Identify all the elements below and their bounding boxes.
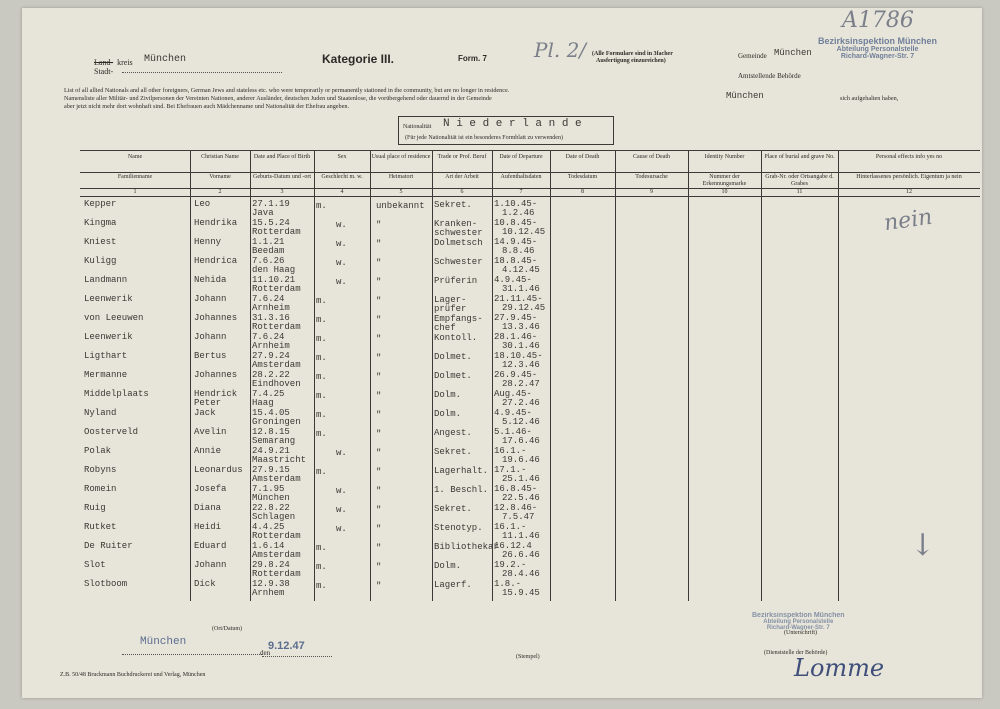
cell-birth-date: 7.6.24 [252, 294, 285, 304]
footer-date-underline [262, 656, 332, 657]
cell-surname: Kniest [84, 237, 117, 247]
cell-sex: m. [316, 429, 327, 439]
cell-stay-to: 25.1.46 [502, 474, 540, 484]
nationality-box [398, 116, 614, 145]
stamp-line1: Bezirksinspektion München [818, 36, 938, 46]
table-row [80, 237, 980, 256]
intro-line2-value: München [726, 91, 764, 101]
cell-stay-from: 4.9.45- [494, 408, 532, 418]
cell-birth-place: Arnheim [252, 303, 290, 313]
cell-firstname: Bertus [194, 351, 227, 361]
column-header-top: Identity Number [704, 154, 745, 160]
table-row [80, 389, 980, 408]
cell-occupation: Dolmetsch [434, 238, 483, 248]
intro-line2-end: sich aufgehalten haben, [840, 95, 899, 102]
cell-residence: " [376, 315, 382, 325]
cell-birth-date: 31.3.16 [252, 313, 290, 323]
cell-birth-place: Haag [252, 398, 274, 408]
cell-firstname: Henny [194, 237, 222, 247]
cell-firstname: Johann [194, 332, 227, 342]
cell-residence: " [376, 429, 382, 439]
cell-stay-from: 26.9.45- [494, 370, 538, 380]
cell-stay-from: Aug.45- [494, 389, 532, 399]
footer-place: München [140, 636, 187, 648]
cell-occupation: Schwester [434, 257, 483, 267]
cell-surname: Robyns [84, 465, 117, 475]
cell-occupation: Kranken- [434, 219, 478, 229]
table-row [80, 503, 980, 522]
table-row [80, 351, 980, 370]
cell-residence: " [376, 562, 382, 572]
cell-sex: w. [336, 239, 347, 249]
cell-sex: m. [316, 562, 327, 572]
cell-occupation: Dolm. [434, 409, 462, 419]
cell-stay-to: 12.3.46 [502, 360, 540, 370]
cell-surname: Leenwerik [84, 332, 133, 342]
cell-occupation-2: schwester [434, 228, 483, 238]
column-number: 5 [399, 189, 403, 195]
table-row [80, 560, 980, 579]
nationality-label: Nationalität [403, 124, 432, 130]
column-header-bottom: Geburts-Datum und -ort [253, 174, 311, 180]
column-number: 1 [133, 189, 137, 195]
table-row [80, 465, 980, 484]
column-header-bottom: Heimatort [388, 174, 414, 180]
column-header-top: Personal effects info yes no [875, 154, 943, 160]
cell-residence: " [376, 220, 382, 230]
cell-sex: m. [316, 467, 327, 477]
table-rule [80, 150, 980, 151]
cell-sex: w. [336, 448, 347, 458]
cell-sex: w. [336, 505, 347, 515]
nationality-sub: (Für jede Nationalität ist ein besonderes Formblatt zu verwenden) [405, 135, 563, 141]
cell-birth-date: 1.6.14 [252, 541, 285, 551]
column-header-bottom: Hinterlassenes persönlich. Eigentum ja nein [856, 174, 962, 180]
cell-sex: m. [316, 543, 327, 553]
cell-birth-place: Beedam [252, 246, 285, 256]
gemeinde-label: Gemeinde [738, 52, 767, 60]
cell-occupation: Lagerf. [434, 580, 472, 590]
column-header-bottom: Vorname [209, 174, 231, 180]
cell-birth-place: München [252, 493, 290, 503]
cell-surname: Middelplaats [84, 389, 149, 399]
cell-birth-place: Eindhoven [252, 379, 301, 389]
cell-stay-from: 18.8.45- [494, 256, 538, 266]
cell-residence: " [376, 448, 382, 458]
cell-firstname: Johannes [194, 370, 238, 380]
cell-residence: " [376, 391, 382, 401]
cell-birth-date: 7.1.95 [252, 484, 285, 494]
ort-label: (Ort/Datum) [212, 626, 242, 632]
column-header-top: Cause of Death [633, 154, 670, 160]
cell-stay-from: 19.2.- [494, 560, 527, 570]
cell-surname: Kuligg [84, 256, 117, 266]
cell-stay-from: 16.1.- [494, 522, 527, 532]
cell-firstname: Heidi [194, 522, 222, 532]
cell-stay-from: 16.8.45- [494, 484, 538, 494]
cell-stay-to: 28.4.46 [502, 569, 540, 579]
cell-firstname: Hendrica [194, 256, 238, 266]
cell-sex: m. [316, 372, 327, 382]
cell-birth-date: 15.4.05 [252, 408, 290, 418]
cell-residence: " [376, 505, 382, 515]
cell-residence: " [376, 296, 382, 306]
signature-label: (Unterschrift) [784, 630, 817, 636]
cell-occupation: Sekret. [434, 200, 472, 210]
cell-occupation: Lager- [434, 295, 467, 305]
cell-residence: " [376, 467, 382, 477]
note-line1: (Alle Formulare sind in 3facher [592, 51, 673, 57]
office-stamp [818, 36, 937, 60]
table-row [80, 541, 980, 560]
footer-place-underline [122, 654, 262, 655]
cell-birth-date: 27.9.24 [252, 351, 290, 361]
behoerde-footer-label: (Dienststelle der Behörde) [764, 650, 828, 656]
cell-firstname: Josefa [194, 484, 227, 494]
cell-stay-to: 8.8.46 [502, 246, 535, 256]
cell-birth-date: 12.9.38 [252, 579, 290, 589]
note-line2: Ausfertigung einzureichen) [596, 58, 666, 64]
stamp2-line1: Bezirksinspektion München [752, 612, 845, 619]
cell-birth-date: 15.5.24 [252, 218, 290, 228]
cell-surname: Leenwerik [84, 294, 133, 304]
cell-birth-place: Schlagen [252, 512, 296, 522]
cell-stay-from: 1.8.- [494, 579, 522, 589]
cell-occupation: Bibliothekar [434, 542, 499, 552]
table-row [80, 218, 980, 237]
gemeinde-value: München [774, 48, 812, 58]
table-row [80, 275, 980, 294]
cell-stay-to: 11.1.46 [502, 531, 540, 541]
cell-stay-to: 19.6.46 [502, 455, 540, 465]
column-header-top: Name [127, 154, 143, 160]
column-header-top: Trade or Prof. Beruf [437, 154, 487, 160]
column-header-bottom: Familienname [117, 174, 153, 180]
column-header-bottom: Todesursache [635, 174, 668, 180]
stamp-line2: Abteilung Personalstelle [836, 46, 919, 53]
form-sheet [22, 8, 982, 698]
cell-residence: unbekannt [376, 201, 425, 211]
cell-birth-place: den Haag [252, 265, 296, 275]
cell-firstname: Hendrick [194, 389, 238, 399]
cell-stay-to: 7.5.47 [502, 512, 535, 522]
cell-sex: m. [316, 201, 327, 211]
cell-stay-to: 31.1.46 [502, 284, 540, 294]
cell-stay-from: 21.11.45- [494, 294, 543, 304]
cell-occupation: Dolm. [434, 561, 462, 571]
cell-firstname: Jack [194, 408, 216, 418]
cell-surname: Polak [84, 446, 112, 456]
cell-residence: " [376, 334, 382, 344]
table-row [80, 256, 980, 275]
table-row [80, 199, 980, 218]
cell-stay-from: 5.1.46- [494, 427, 532, 437]
column-header-top: Date of Death [565, 154, 600, 160]
archive-number-pencil: A1786 [842, 8, 914, 33]
cell-firstname: Leonardus [194, 465, 243, 475]
cell-stay-to: 10.12.45 [502, 227, 546, 237]
table-row [80, 484, 980, 503]
cell-stay-from: 18.10.45- [494, 351, 543, 361]
cell-birth-date: 1.1.21 [252, 237, 285, 247]
cell-sex: m. [316, 353, 327, 363]
cell-sex: m. [316, 296, 327, 306]
column-number: 4 [340, 189, 344, 195]
landkreis-label: Land- kreis [94, 58, 133, 67]
cell-residence: " [376, 258, 382, 268]
table-row [80, 408, 980, 427]
cell-firstname: Leo [194, 199, 211, 209]
column-number: 7 [519, 189, 523, 195]
cell-sex: w. [336, 258, 347, 268]
cell-birth-place: Amsterdam [252, 360, 301, 370]
column-header-bottom: Geschlecht m. w. [321, 174, 363, 180]
stadt-label: Stadt- [94, 67, 114, 76]
stamp-line3: Richard-Wagner-Str. 7 [840, 53, 915, 60]
cell-sex: m. [316, 581, 327, 591]
column-header-top: Christian Name [201, 154, 239, 160]
column-number: 9 [650, 189, 653, 195]
cell-stay-from: 10.8.45- [494, 218, 538, 228]
pencil-note: Pl. 2/ [534, 38, 587, 62]
cell-birth-place: Amsterdam [252, 550, 301, 560]
table-rule [80, 196, 980, 197]
table-row [80, 579, 980, 598]
cell-birth-date: 12.8.15 [252, 427, 290, 437]
cell-firstname: Johannes [194, 313, 238, 323]
cell-surname: Slotboom [84, 579, 128, 589]
cell-stay-to: 4.12.45 [502, 265, 540, 275]
table-row [80, 522, 980, 541]
column-header-top: Usual place of residence [371, 154, 431, 160]
margin-arrow-mark: ↓ [910, 528, 936, 563]
table-rule [80, 172, 980, 173]
cell-surname: Oosterveld [84, 427, 139, 437]
cell-surname: Landmann [84, 275, 128, 285]
table-row [80, 294, 980, 313]
cell-occupation: Sekret. [434, 504, 472, 514]
cell-occupation: Dolm. [434, 390, 462, 400]
cell-birth-date: 29.8.24 [252, 560, 290, 570]
table-row [80, 427, 980, 446]
cell-occupation: Empfangs- [434, 314, 483, 324]
cell-stay-to: 30.1.46 [502, 341, 540, 351]
landkreis-value: München [144, 54, 187, 65]
form-number: Form. 7 [458, 54, 487, 63]
table-row [80, 332, 980, 351]
cell-stay-to: 15.9.45 [502, 588, 540, 598]
cell-surname: Romein [84, 484, 117, 494]
cell-surname: Mermanne [84, 370, 128, 380]
column-header-top: Date of Departure [499, 154, 543, 160]
cell-birth-date: 28.2.22 [252, 370, 290, 380]
cell-sex: w. [336, 220, 347, 230]
cell-birth-place: Rotterdam [252, 531, 301, 541]
cell-surname: Slot [84, 560, 106, 570]
cell-surname: Ligthart [84, 351, 128, 361]
nationality-value: N i e d e r l a n d e [443, 118, 582, 130]
printer-imprint: Z.B. 50/48 Bruckmann Buchdruckerei und Verlag, München [60, 672, 206, 678]
cell-sex: m. [316, 315, 327, 325]
cell-stay-from: 27.9.45- [494, 313, 538, 323]
cell-birth-place: Rotterdam [252, 284, 301, 294]
cell-stay-to: 5.12.46 [502, 417, 540, 427]
handwritten-signature: Lomme [794, 654, 885, 682]
cell-occupation: Sekret. [434, 447, 472, 457]
column-header-top: Sex [337, 154, 347, 160]
cell-birth-date: 7.6.24 [252, 332, 285, 342]
behoerde-label: Amtstellende Behörde [738, 72, 801, 80]
cell-firstname-2: Peter [194, 398, 222, 408]
column-header-bottom: Aufenthaltsdaten [500, 174, 542, 180]
cell-surname: Kingma [84, 218, 117, 228]
cell-birth-date: 11.10.21 [252, 275, 296, 285]
margin-pencil-note: nein [882, 204, 934, 237]
cell-surname: Kepper [84, 199, 117, 209]
cell-sex: m. [316, 391, 327, 401]
cell-residence: " [376, 486, 382, 496]
cell-birth-place: Amsterdam [252, 474, 301, 484]
cell-stay-from: 16.1.- [494, 446, 527, 456]
stamp2-line3: Richard-Wagner-Str. 7 [766, 625, 830, 631]
cell-residence: " [376, 372, 382, 382]
cell-birth-place: Rotterdam [252, 227, 301, 237]
cell-residence: " [376, 277, 382, 287]
cell-residence: " [376, 410, 382, 420]
cell-firstname: Johann [194, 560, 227, 570]
cell-stay-to: 28.2.47 [502, 379, 540, 389]
column-header-bottom: Grab-Nr. oder Ortsangabe d. Grabes [765, 174, 834, 187]
column-header-bottom: Todesdatum [567, 174, 598, 180]
cell-birth-date: 22.8.22 [252, 503, 290, 513]
cell-occupation-2: chef [434, 323, 456, 333]
cell-occupation: Angest. [434, 428, 472, 438]
cell-firstname: Eduard [194, 541, 227, 551]
cell-occupation: Dolmet. [434, 371, 472, 381]
cell-stay-to: 27.2.46 [502, 398, 540, 408]
column-number: 8 [581, 189, 584, 195]
cell-surname: De Ruiter [84, 541, 133, 551]
cell-stay-to: 13.3.46 [502, 322, 540, 332]
cell-stay-from: 1.10.45- [494, 199, 538, 209]
column-header-top: Place of burial and grave No. [764, 154, 835, 160]
cell-occupation: Dolmet. [434, 352, 472, 362]
cell-stay-from: 12.8.46- [494, 503, 538, 513]
cell-birth-date: 4.4.25 [252, 522, 285, 532]
cell-birth-place: Maastricht [252, 455, 307, 465]
cell-firstname: Dick [194, 579, 216, 589]
stamp2-line2: Abteilung Personalstelle [763, 619, 834, 625]
cell-sex: m. [316, 334, 327, 344]
cell-firstname: Johann [194, 294, 227, 304]
cell-sex: w. [336, 486, 347, 496]
cell-sex: w. [336, 277, 347, 287]
cell-surname: Rutket [84, 522, 117, 532]
cell-stay-to: 22.5.46 [502, 493, 540, 503]
cell-stay-from: 14.9.45- [494, 237, 538, 247]
cell-stay-from: 16.12.4 [494, 541, 532, 551]
cell-firstname: Avelin [194, 427, 227, 437]
landkreis-underline [122, 72, 282, 73]
cell-occupation: Prüferin [434, 276, 478, 286]
page-title: Kategorie III. [322, 52, 395, 66]
intro-line1: List of all allied Nationals and all other foreigners, German Jews and stateless etc. who were temporarily or permanently stationed in the community, but are no longer in residence. [64, 87, 510, 94]
cell-occupation: Stenotyp. [434, 523, 483, 533]
cell-firstname: Nehida [194, 275, 227, 285]
cell-birth-place: Semarang [252, 436, 296, 446]
cell-birth-date: 24.9.21 [252, 446, 290, 456]
column-header-bottom: Nummer der Erkennungsmarke [702, 174, 747, 187]
cell-birth-date: 27.1.19 [252, 199, 290, 209]
intro-line2: Namensliste aller Militär- und Zivilpersonen der Vereinten Nationen, anderer Ausländer, deutschen Juden und Staatenlose, die vorübergehend oder dauernd in der Gemeinde [64, 95, 492, 102]
cell-surname: Nyland [84, 408, 117, 418]
cell-occupation-2: prüfer [434, 304, 467, 314]
intro-line3: aber jetzt nicht mehr dort wohnhaft sind. Bei Ehefrauen auch Mädchenname und Nationalität der Ehefrau angeben. [64, 103, 350, 110]
cell-occupation: Lagerhalt. [434, 466, 489, 476]
footer-date: 9.12.47 [268, 640, 305, 652]
cell-sex: w. [336, 524, 347, 534]
cell-residence: " [376, 581, 382, 591]
cell-surname: von Leeuwen [84, 313, 144, 323]
cell-birth-date: 7.6.26 [252, 256, 285, 266]
cell-sex: m. [316, 410, 327, 420]
footer-office-stamp [752, 612, 845, 631]
cell-stay-from: 28.1.46- [494, 332, 538, 342]
cell-firstname: Annie [194, 446, 222, 456]
cell-firstname: Hendrika [194, 218, 238, 228]
den-label: den [260, 649, 271, 657]
column-number: 12 [906, 189, 912, 195]
cell-birth-date: 27.9.15 [252, 465, 290, 475]
cell-stay-from: 17.1.- [494, 465, 527, 475]
cell-residence: " [376, 353, 382, 363]
table-row [80, 313, 980, 332]
cell-birth-place: Arnhem [252, 588, 285, 598]
table-row [80, 446, 980, 465]
cell-birth-place: Rotterdam [252, 322, 301, 332]
column-header-top: Date and Place of Birth [253, 154, 311, 160]
cell-stay-from: 4.9.45- [494, 275, 532, 285]
cell-birth-place: Java [252, 208, 274, 218]
column-header-bottom: Art der Arbeit [445, 174, 479, 180]
table-row [80, 370, 980, 389]
column-number: 11 [796, 189, 803, 195]
column-number: 6 [460, 189, 464, 195]
column-number: 2 [218, 189, 222, 195]
cell-stay-to: 29.12.45 [502, 303, 546, 313]
cell-surname: Ruig [84, 503, 106, 513]
cell-birth-place: Arnheim [252, 341, 290, 351]
cell-occupation: 1. Beschl. [434, 485, 489, 495]
cell-residence: " [376, 543, 382, 553]
cell-residence: " [376, 239, 382, 249]
cell-firstname: Diana [194, 503, 222, 513]
cell-birth-place: Rotterdam [252, 569, 301, 579]
stempel-label: (Stempel) [516, 654, 540, 660]
column-number: 10 [721, 189, 728, 195]
cell-birth-date: 7.4.25 [252, 389, 285, 399]
cell-stay-to: 1.2.46 [502, 208, 535, 218]
cell-stay-to: 17.6.46 [502, 436, 540, 446]
cell-birth-place: Groningen [252, 417, 301, 427]
cell-occupation: Kontoll. [434, 333, 478, 343]
column-number: 3 [280, 189, 284, 195]
cell-stay-to: 26.6.46 [502, 550, 540, 560]
cell-residence: " [376, 524, 382, 534]
